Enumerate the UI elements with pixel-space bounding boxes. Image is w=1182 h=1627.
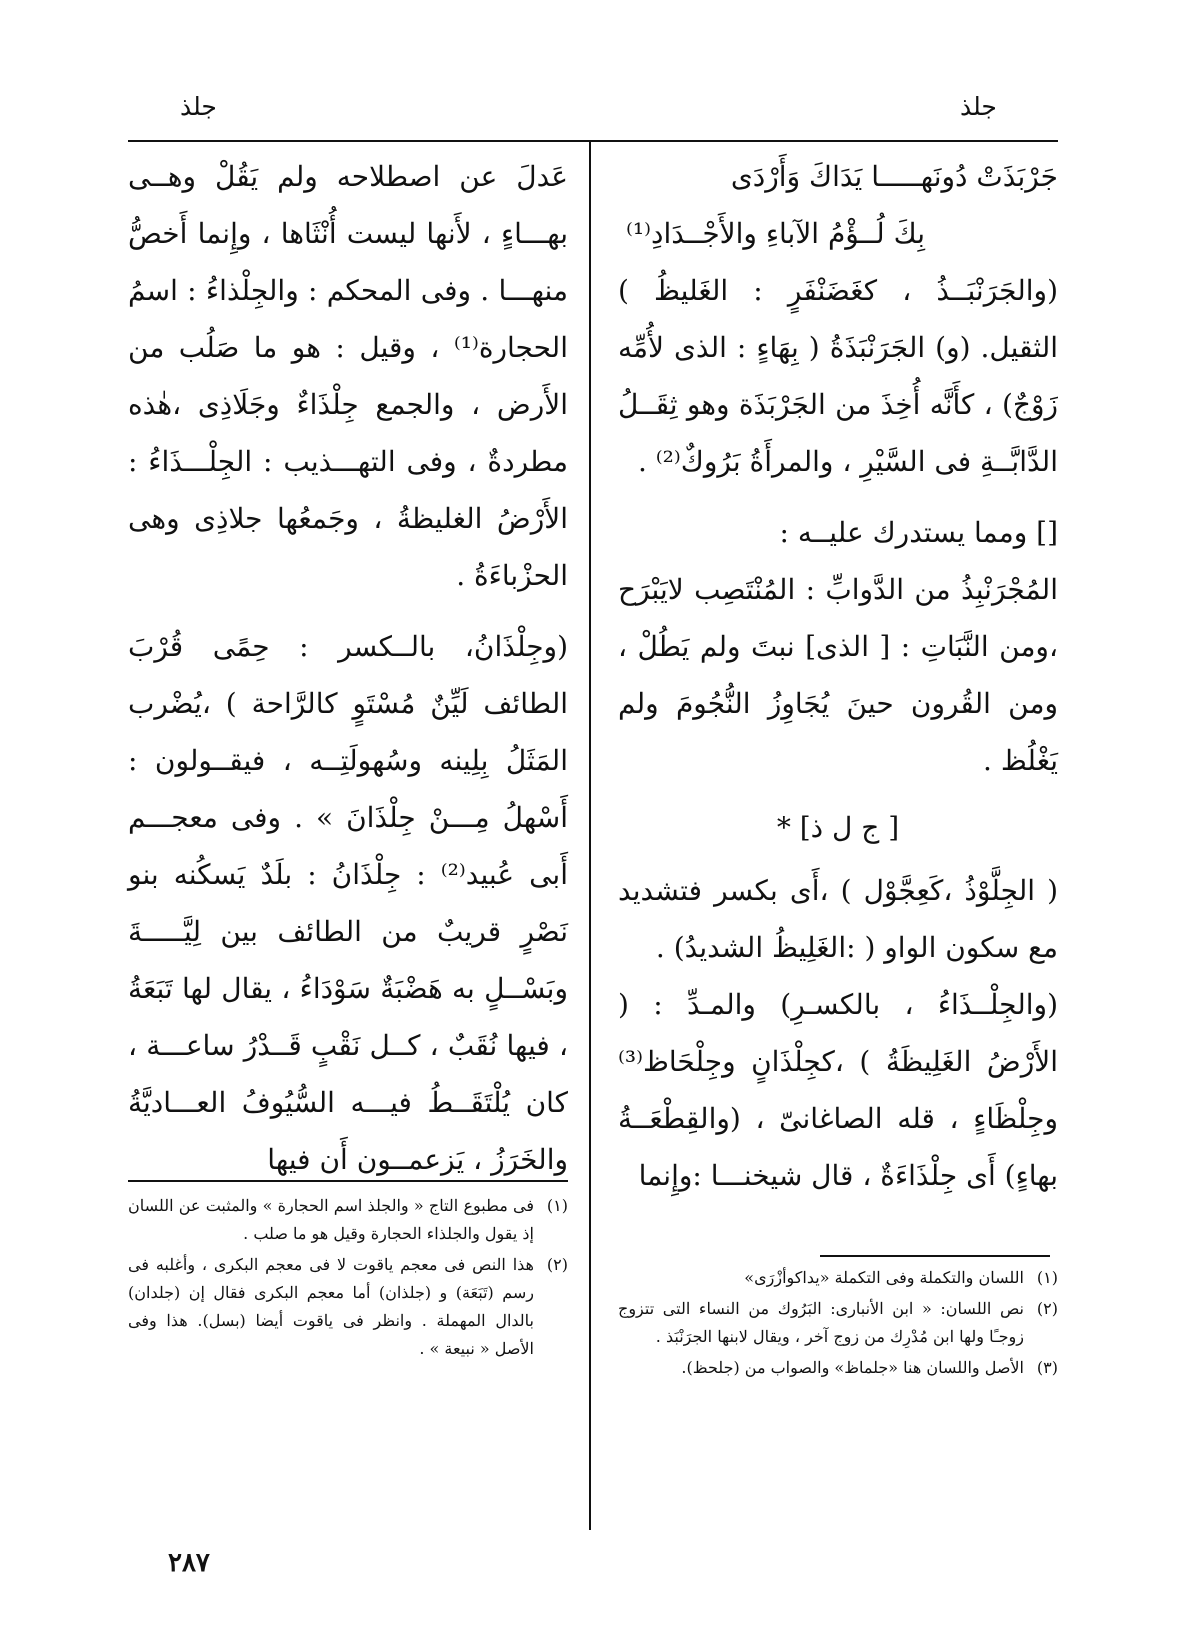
header-rule (128, 140, 1058, 142)
footnote (128, 1251, 568, 1363)
left-column (128, 148, 568, 1188)
footnote-text: اللسان والتكملة وفى التكملة «يداكوأزْرَى» (744, 1268, 1024, 1287)
footnote-number: (٢) (546, 1255, 568, 1274)
footnote-rule-left (128, 1180, 568, 1182)
footnote-rule-right (820, 1255, 1050, 1257)
poem-line-1: جَرْبَذَتْ دُونَهـــــا يَدَاكَ وَأَرْدَى (730, 160, 1058, 193)
footnote-text: فى مطبوع التاج « والجلذ اسم الحجارة » والمثبت عن اللسان إذ يقول والجلذاء الحجارة وقيل هو ما صلب . (128, 1196, 534, 1243)
footnote (618, 1295, 1058, 1351)
footnote-text: نص اللسان: « ابن الأنبارى: البَرُوك من النساء التى تتزوج زوجـًا ولها ابن مُدْرِك من زوج آخر ، ويقال لابنها الجرَنْبَذ . (618, 1299, 1024, 1346)
footnote-text: الأصل واللسان هنا «جلماظ» والصواب من (جلحظ). (681, 1358, 1024, 1377)
poem-line-2: بِكَ لُــؤْمُ الآباءِ والأَجْــدَادِ⁽¹⁾ (626, 217, 925, 250)
footnote-number: (١) (1036, 1268, 1058, 1287)
entry-paragraph: (والجِلْــذَاءُ ، بالكسـرِ) والمـدِّ : ( الأَرْضُ الغَلِيظَةُ ) ،كجِلْذَانٍ وجِلْحَاظ⁽³⁾ وجِلْظَاءٍ ، قله الصاغانىّ ، (والقِطْعَــةُ بهاءٍ) أَى جِلْذَاءَةٌ ، قال شيخنـــا :وإِنما (618, 988, 1058, 1192)
entry-paragraph: عَدلَ عن اصطلاحه ولم يَقُلْ وهــى بهـــاءٍ ، لأَنها ليست أُنْثَاها ، وإِنما أَخصُّ منهـــا . وفى المحكم : والجِلْذاءُ : اسمُ الحجارة⁽¹⁾ ، وقيل : هو ما صَلُب من الأَرض ، والجمع جِلْذَاءٌ وجَلَاذِى ،هٰذه مطردةٌ ، وفى التهـــذيب : الجِلْـــذَاءُ : الأَرْضُ الغليظةُ ، وجَمعُها جلاذِى وهى الحزْباءَةُ . (128, 160, 568, 592)
footnotes-left (128, 1192, 568, 1366)
entry-paragraph: (والجَرَنْبَــذُ ، كغَضَنْفَرٍ : الغَليظُ ) الثقيل. (و) الجَرَنْبَذَةُ ( بِهَاءٍ : الذى لأُمِّه زَوْجٌ) ، كأَنَّه أُخِذَ من الجَرْبَذَة وهو ثِقَــلُ الدَّابَّــةِ فى السَّيْرِ ، والمرأَةُ بَرُوكٌ⁽²⁾ . (618, 274, 1058, 478)
footnote (618, 1264, 1058, 1292)
running-header-left: جلذ (180, 92, 217, 121)
running-header-right: جلذ (960, 92, 997, 121)
footnote (128, 1192, 568, 1248)
entry-paragraph: المُجْرَنْبِذُ من الدَّوابِّ : المُنْتَصِب لايَبْرَح ،ومن النَّبَاتِ : [ الذى] نبتَ ولم يَطُلْ ، ومن القُرون حينَ يُجَاوِزُ النُّجُومَ ولم يَغْلُظ . (618, 573, 1058, 777)
right-column (618, 148, 1058, 1204)
footnote (618, 1354, 1058, 1382)
footnote-text: هذا النص فى معجم ياقوت لا فى معجم البكرى ، وأغلبه فى رسم (تَبَعَة) و (جلذان) أما معجم البكرى فقال إن (جلدان) بالدال المهملة . وانظر فى ياقوت أيضا (بسل). هذا وفى الأصل « نبيعة » . (128, 1255, 534, 1358)
entry-paragraph: [] ومما يستدرك عليــه : (779, 516, 1058, 549)
entry-paragraph: ( الجِلَّوْذُ ،كَعِجَّوْل ) ،أَى بكسر فتشديد مع سكون الواو ( :الغَلِيظُ الشديدُ) . (618, 874, 1058, 964)
entry-paragraph: (وجِلْذَانُ، بالــكسر : حِمًى قُرْبَ الطائف لَيِّنٌ مُسْتَوٍ كالرَّاحة ) ،يُضْرب المَثَلُ بِلِينه وسُهولَتِــه ، فيقــولون : أَسْهلُ مِـــنْ جِلْذَانَ » . وفى معجـــم أَبى عُبيد⁽²⁾ : جِلْذَانُ : بلَدٌ يَسكُنه بنو نَصْرٍ قريبٌ من الطائف بين لِيَّـــــةَ وبَسْــلٍ به هَضْبَةٌ سَوْدَاءُ ، يقال لها تَبَعَةُ ، فيها نُقَبٌ ، كــل نَقْبٍ قَــدْرُ ساعـــة ، كان يُلْتَقَــطُ فيـــه السُّيُوفُ العـــاديَّةُ والخَرَزُ ، يَزعمــون أَن فيها (128, 630, 568, 1176)
footnote-number: (٢) (1036, 1299, 1058, 1318)
page-number: ٢٨٧ (168, 1548, 210, 1578)
footnote-number: (٣) (1036, 1358, 1058, 1377)
entry-headword: [ ج ل ذ] * (776, 811, 900, 844)
column-divider (589, 140, 591, 1530)
footnote-number: (١) (546, 1196, 568, 1215)
footnotes-right (618, 1264, 1058, 1385)
